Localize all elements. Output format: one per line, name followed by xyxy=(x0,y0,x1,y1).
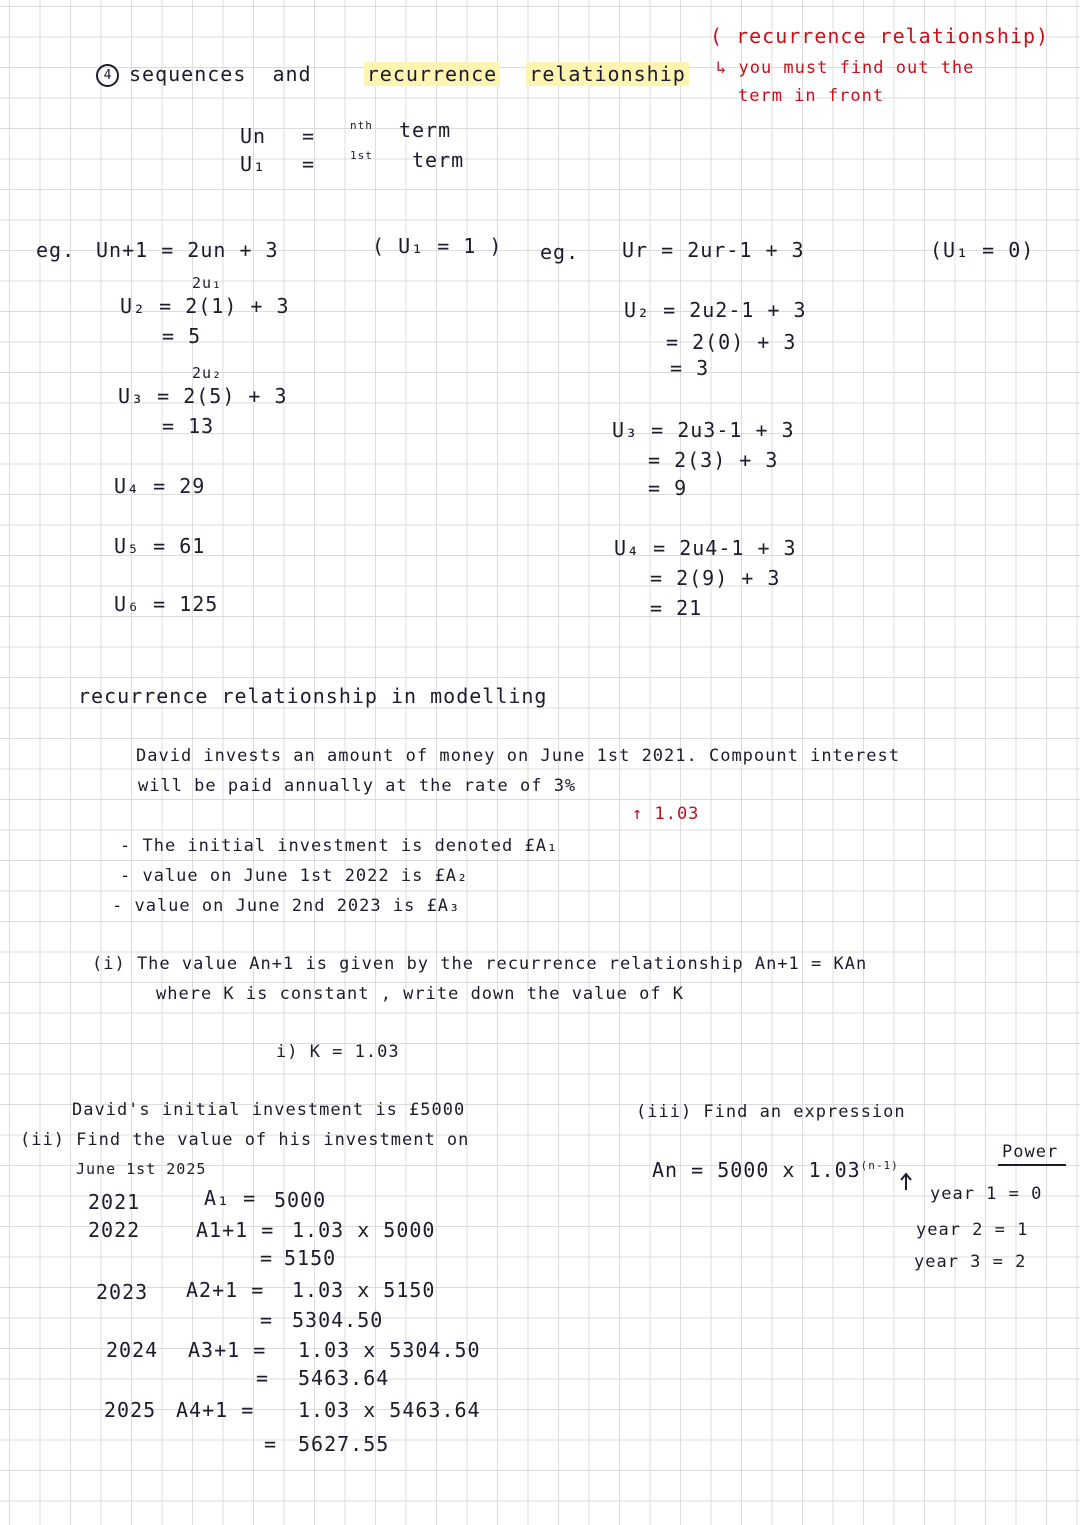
calc-label: A1+1 = xyxy=(196,1218,275,1242)
calc-year: 2021 xyxy=(88,1190,141,1214)
modelling-title: recurrence relationship in modelling xyxy=(78,684,548,708)
calc-label: = xyxy=(260,1246,274,1270)
eg-left-line: 2u₁ xyxy=(192,274,223,292)
calc-year: 2022 xyxy=(88,1218,141,1242)
calc-value: 1.03 x 5150 xyxy=(292,1278,436,1302)
heading-word-2: and xyxy=(272,62,312,86)
eg-right-line: U₂ = 2u2-1 + 3 xyxy=(624,298,807,322)
eg-left-line: U₄ = 29 xyxy=(114,474,206,498)
modelling-bullet: - value on June 2nd 2023 is £A₃ xyxy=(112,896,461,916)
eg-right-line: = 3 xyxy=(670,356,710,380)
def-un-symbol: Un xyxy=(240,124,267,148)
part2-line-3: June 1st 2025 xyxy=(76,1160,207,1178)
def-u1-symbol: U₁ xyxy=(240,152,267,176)
eg-left-line: U₃ = 2(5) + 3 xyxy=(118,384,288,408)
year-power: year 3 = 2 xyxy=(914,1252,1027,1272)
heading-word-4: relationship xyxy=(526,62,689,86)
eg-left-line: U₆ = 125 xyxy=(114,592,219,616)
eg-right-line: = 9 xyxy=(648,476,688,500)
note-line-3: term in front xyxy=(738,86,885,106)
year-power: year 2 = 1 xyxy=(916,1220,1029,1240)
calc-year: 2023 xyxy=(96,1280,149,1304)
modelling-bullet: - value on June 1st 2022 is £A₂ xyxy=(120,866,469,886)
calc-value: 1.03 x 5000 xyxy=(292,1218,436,1242)
year-power: year 1 = 0 xyxy=(930,1184,1043,1204)
power-label: Power xyxy=(1002,1142,1059,1162)
calc-value: 5463.64 xyxy=(298,1366,390,1390)
eg-right-line: = 2(3) + 3 xyxy=(648,448,779,472)
rate-note: ↑ 1.03 xyxy=(632,804,700,824)
eg-left-line: = 5 xyxy=(162,324,202,348)
eg-right-line: U₄ = 2u4-1 + 3 xyxy=(614,536,797,560)
eg-right-line: = 2(0) + 3 xyxy=(666,330,797,354)
note-line-2: ↳ you must find out the xyxy=(716,58,975,78)
def-un-word: term xyxy=(398,118,452,142)
calc-value: 5304.50 xyxy=(292,1308,384,1332)
part3-question: (iii) Find an expression xyxy=(636,1102,906,1122)
eg-left-line: = 13 xyxy=(162,414,215,438)
calc-value: 1.03 x 5463.64 xyxy=(298,1398,481,1422)
section-number: 4 xyxy=(96,64,119,87)
eg-left-line: U₅ = 61 xyxy=(114,534,206,558)
eg-left-label: eg. xyxy=(36,238,76,262)
calc-value: 5150 xyxy=(284,1246,337,1270)
eg-left-given: ( U₁ = 1 ) xyxy=(372,234,503,258)
calc-label: A₁ = xyxy=(204,1186,257,1210)
calc-label: A3+1 = xyxy=(188,1338,267,1362)
calc-value: 5000 xyxy=(274,1188,327,1212)
note-line-1: ( recurrence relationship) xyxy=(710,24,1050,48)
calc-label: = xyxy=(264,1432,278,1456)
expression-base: An = 5000 x 1.03 xyxy=(652,1158,861,1182)
calc-value: 1.03 x 5304.50 xyxy=(298,1338,481,1362)
expression-exponent: (n-1) xyxy=(860,1159,899,1172)
eg-left-line: U₂ = 2(1) + 3 xyxy=(120,294,290,318)
def-u1-sup: 1st xyxy=(350,149,373,162)
calc-label: A2+1 = xyxy=(186,1278,265,1302)
heading-word-3: recurrence xyxy=(364,62,500,86)
exponent-arrow-icon xyxy=(901,1174,911,1190)
eg-left-line: Un+1 = 2un + 3 xyxy=(96,238,279,262)
def-un-sup: nth xyxy=(350,119,373,132)
part2-line-1: David's initial investment is £5000 xyxy=(72,1100,466,1120)
eg-right-line: = 21 xyxy=(650,596,703,620)
question-1-line-1: (i) The value An+1 is given by the recurrence relationship An+1 = KAn xyxy=(92,954,868,974)
calc-year: 2025 xyxy=(104,1398,157,1422)
eg-right-line: = 2(9) + 3 xyxy=(650,566,781,590)
calc-label: A4+1 = xyxy=(176,1398,255,1422)
heading-word-1: sequences xyxy=(129,62,247,86)
eg-right-line: Ur = 2ur-1 + 3 xyxy=(622,238,805,262)
calc-label: = xyxy=(256,1366,270,1390)
question-1-answer: i) K = 1.03 xyxy=(276,1042,400,1062)
def-u1-word: term xyxy=(412,148,465,172)
def-u1-equals: = xyxy=(302,152,316,176)
question-1-line-2: where K is constant , write down the value of K xyxy=(156,984,685,1004)
eg-right-line: U₃ = 2u3-1 + 3 xyxy=(612,418,795,442)
calc-label: = xyxy=(260,1308,274,1332)
modelling-intro-2: will be paid annually at the rate of 3% xyxy=(138,776,577,796)
eg-right-given: (U₁ = 0) xyxy=(930,238,1035,262)
modelling-intro-1: David invests an amount of money on June 1st 2021. Compount interest xyxy=(136,746,900,766)
eg-right-label: eg. xyxy=(540,240,580,264)
eg-left-line: 2u₂ xyxy=(192,364,223,382)
calc-year: 2024 xyxy=(106,1338,159,1362)
def-un-equals: = xyxy=(302,124,316,148)
part2-line-2: (ii) Find the value of his investment on xyxy=(20,1130,470,1150)
calc-value: 5627.55 xyxy=(298,1432,390,1456)
modelling-bullet: - The initial investment is denoted £A₁ xyxy=(120,836,559,856)
